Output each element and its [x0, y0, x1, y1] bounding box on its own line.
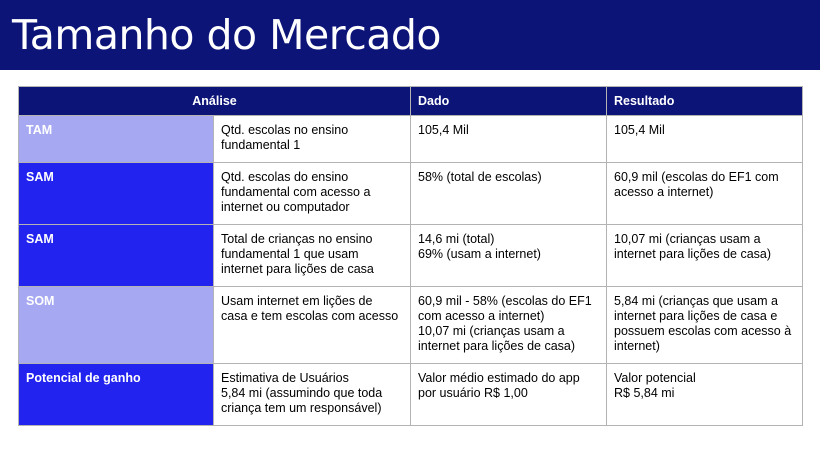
table-row-sam-children: [19, 225, 803, 287]
table-row-som: [19, 287, 803, 364]
row-label-sam: SAM: [19, 225, 214, 287]
table-row-tam: [19, 116, 803, 163]
cell-result: 105,4 Mil: [607, 116, 803, 163]
cell-result: 60,9 mil (escolas do EF1 com acesso a internet): [607, 163, 803, 225]
row-label-som: SOM: [19, 287, 214, 364]
cell-result: 10,07 mi (crianças usam a internet para lições de casa): [607, 225, 803, 287]
cell-data: 58% (total de escolas): [411, 163, 607, 225]
market-size-table: [18, 86, 803, 426]
cell-data: 60,9 mil - 58% (escolas do EF1 com acesso a internet) 10,07 mi (crianças usam a internet para lições de casa): [411, 287, 607, 364]
cell-description: Estimativa de Usuários 5,84 mi (assumindo que toda criança tem um responsável): [214, 364, 411, 426]
cell-result: 5,84 mi (crianças que usam a internet para lições de casa e possuem escolas com acesso à internet): [607, 287, 803, 364]
column-header-analise: Análise: [19, 87, 411, 116]
table-header-row: [19, 87, 803, 116]
cell-result: Valor potencial R$ 5,84 mi: [607, 364, 803, 426]
cell-description: Qtd. escolas do ensino fundamental com acesso a internet ou computador: [214, 163, 411, 225]
table-row-sam-schools: [19, 163, 803, 225]
cell-data: Valor médio estimado do app por usuário R$ 1,00: [411, 364, 607, 426]
cell-description: Usam internet em lições de casa e tem escolas com acesso: [214, 287, 411, 364]
cell-description: Qtd. escolas no ensino fundamental 1: [214, 116, 411, 163]
row-label-potencial-de-ganho: Potencial de ganho: [19, 364, 214, 426]
row-label-tam: TAM: [19, 116, 214, 163]
page-title: Tamanho do Mercado: [12, 11, 442, 59]
column-header-resultado: Resultado: [607, 87, 803, 116]
cell-description: Total de crianças no ensino fundamental 1 que usam internet para lições de casa: [214, 225, 411, 287]
table-row-potencial: [19, 364, 803, 426]
title-bar: [0, 0, 820, 70]
cell-data: 14,6 mi (total) 69% (usam a internet): [411, 225, 607, 287]
row-label-sam: SAM: [19, 163, 214, 225]
cell-data: 105,4 Mil: [411, 116, 607, 163]
column-header-dado: Dado: [411, 87, 607, 116]
